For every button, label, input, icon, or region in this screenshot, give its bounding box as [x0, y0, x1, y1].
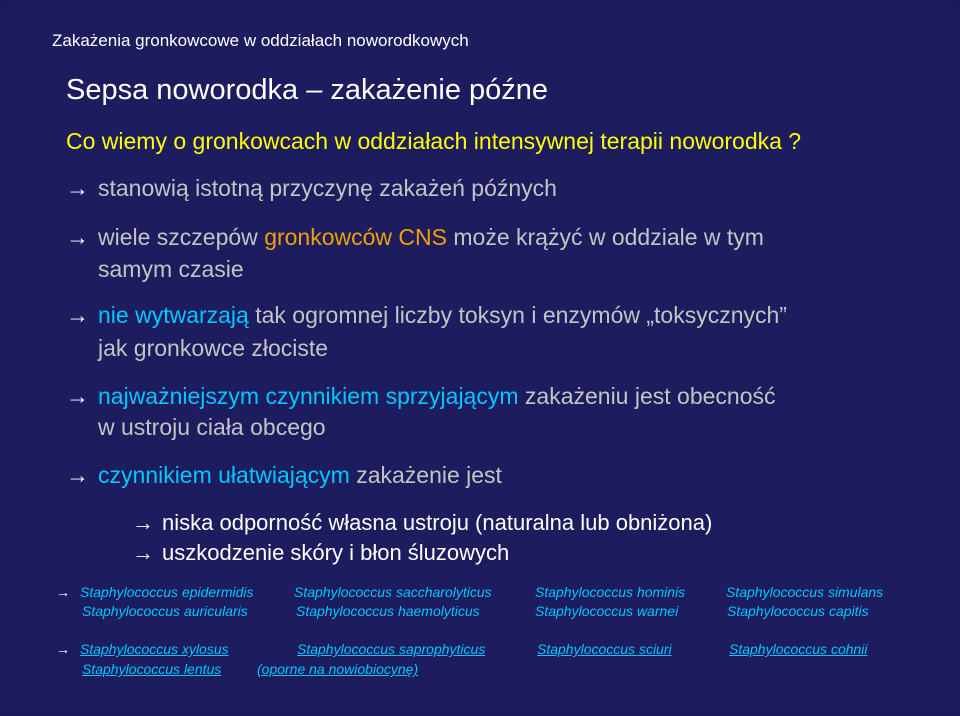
arrow-icon: → [132, 540, 154, 565]
species-name: Staphylococcus simulans [726, 584, 884, 600]
bullet-1-text: stanowią istotną przyczynę zakażeń późnych [98, 175, 557, 201]
species-name: Staphylococcus auricularis [82, 603, 248, 619]
slide [4, 4, 956, 712]
species-name: Staphylococcus xylosus [80, 641, 229, 657]
species-name: Staphylococcus lentus [82, 661, 222, 677]
species-note: (oporne na nowiobiocynę) [257, 661, 419, 677]
bullet-2-text-a: wiele szczepów [98, 224, 265, 250]
bullet-3-text-b: jak gronkowce złociste [98, 335, 329, 361]
subbullet-2-text: uszkodzenie skóry i błon śluzowych [162, 540, 510, 565]
header-text: Zakażenia gronkowcowe w oddziałach noworodkowych [52, 31, 469, 50]
bullet-2-text-b: może krążyć w oddziale w tym [446, 224, 764, 250]
bullet-4-highlight: najważniejszym czynnikiem sprzyjającym [98, 383, 519, 409]
bullet-2-text-c: samym czasie [98, 256, 244, 282]
slide-title: Sepsa noworodka – zakażenie późne [66, 74, 549, 106]
arrow-icon: → [66, 175, 89, 201]
subbullet-1-text: niska odporność własna ustroju (naturalna lub obniżona) [162, 510, 713, 535]
bullet-3-text-a: tak ogromnej liczby toksyn i enzymów „toksycznych” [248, 302, 787, 328]
arrow-icon: → [56, 584, 70, 600]
arrow-icon: → [132, 510, 154, 535]
bullet-3-highlight: nie wytwarzają [98, 302, 249, 328]
species-name: Staphylococcus cohnii [729, 641, 868, 657]
species-name: Staphylococcus saccharolyticus [294, 584, 492, 600]
species-name: Staphylococcus haemolyticus [296, 603, 480, 619]
species-name: Staphylococcus saprophyticus [297, 641, 486, 657]
bullet-2-highlight: gronkowców CNS [264, 224, 447, 250]
slide-subtitle: Co wiemy o gronkowcach w oddziałach intensywnej terapii noworodka ? [66, 128, 802, 154]
species-name: Staphylococcus sciuri [537, 641, 672, 657]
species-name: Staphylococcus capitis [727, 603, 869, 619]
arrow-icon: → [66, 462, 89, 488]
bullet-4-text-a: zakażeniu jest obecność [518, 383, 776, 409]
arrow-icon: → [56, 641, 70, 657]
bullet-4-text-b: w ustroju ciała obcego [98, 414, 326, 440]
arrow-icon: → [66, 224, 89, 250]
arrow-icon: → [66, 302, 89, 328]
bullet-5-text-a: zakażenie jest [349, 462, 502, 488]
species-name: Staphylococcus epidermidis [80, 584, 254, 600]
species-name: Staphylococcus hominis [535, 584, 686, 600]
bullet-5-highlight: czynnikiem ułatwiającym [98, 462, 350, 488]
species-name: Staphylococcus warnei [535, 603, 679, 619]
arrow-icon: → [66, 383, 89, 409]
